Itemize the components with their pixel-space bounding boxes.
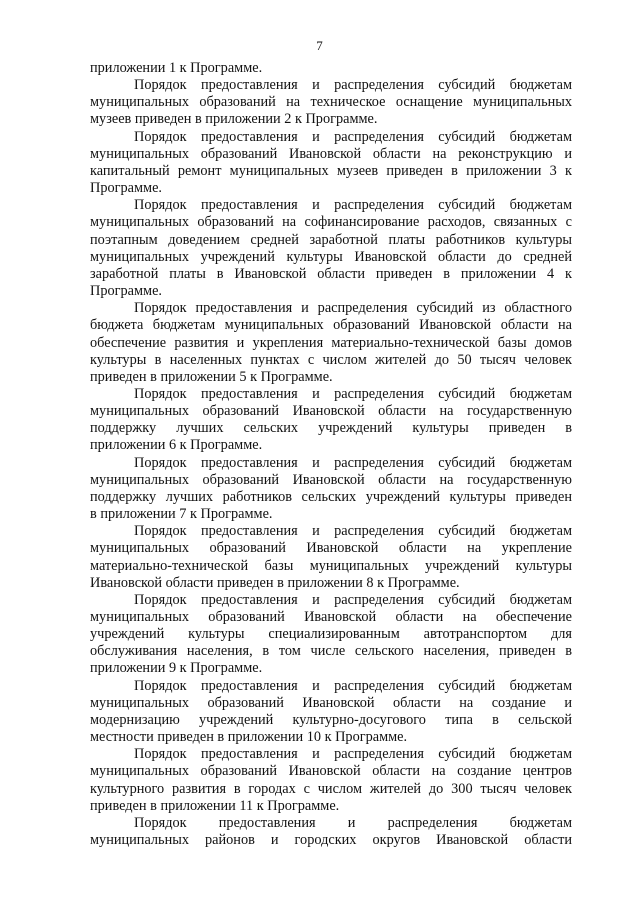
text-line: заработной платы в Ивановской области приведен в приложении 4 к: [90, 265, 572, 282]
paragraph: [90, 815, 572, 849]
text-line: Порядок предоставления и распределения бюджетам: [134, 814, 572, 831]
text-line: музеев приведен в приложении 2 к Программе.: [90, 111, 378, 128]
paragraph: [90, 77, 572, 128]
text-line: Порядок предоставления и распределения субсидий бюджетам: [134, 454, 572, 471]
text-line: муниципальных образований на софинансирование расходов, связанных с: [90, 214, 572, 231]
text-line: капитальный ремонт муниципальных музеев приведен в приложении 3 к: [90, 162, 572, 179]
text-line: Порядок предоставления и распределения субсидий бюджетам: [134, 677, 572, 694]
paragraph: [90, 60, 572, 77]
text-line: модернизацию учреждений культурно-досугового типа в сельской: [90, 711, 572, 728]
body-text: [90, 60, 572, 849]
text-line: бюджета бюджетам муниципальных образований Ивановской области на: [90, 317, 572, 334]
text-line: приложении 6 к Программе.: [90, 437, 263, 454]
paragraph: [90, 300, 572, 386]
text-line: муниципальных образований Ивановской области на государственную: [90, 471, 572, 488]
text-line: культуры в населенных пунктах с числом жителей до 50 тысяч человек: [90, 351, 572, 368]
text-line: муниципальных образований Ивановской области на создание и: [90, 694, 572, 711]
text-line: Порядок предоставления и распределения субсидий бюджетам: [134, 746, 572, 763]
text-line: Программе.: [90, 180, 162, 197]
text-line: Порядок предоставления и распределения субсидий из областного: [134, 300, 572, 317]
text-line: муниципальных образований Ивановской области на обеспечение: [90, 609, 572, 625]
text-line: приведен в приложении 5 к Программе.: [90, 368, 333, 385]
text-line: муниципальных образований Ивановской области на реконструкцию и: [90, 145, 572, 162]
text-line: учреждений культуры специализированным автотранспортом для: [90, 626, 572, 643]
text-line: муниципальных образований на техническое оснащение муниципальных: [90, 94, 572, 111]
text-line: приложении 9 к Программе.: [90, 660, 263, 677]
text-line: муниципальных образований Ивановской области на государственную: [90, 403, 572, 420]
text-line: местности приведен в приложении 10 к Программе.: [90, 729, 408, 746]
text-line: в приложении 7 к Программе.: [90, 506, 273, 523]
paragraph: [90, 455, 572, 524]
paragraph: [90, 746, 572, 815]
text-line: материально-технической базы муниципальных учреждений культуры: [90, 557, 572, 574]
paragraph: [90, 129, 572, 198]
text-line: муниципальных образований Ивановской области на укрепление: [90, 540, 572, 557]
paragraph: [90, 523, 572, 592]
text-line: приложении 1 к Программе.: [90, 60, 263, 76]
text-line: поэтапным доведением средней заработной платы работников культуры: [90, 231, 572, 248]
paragraph: [90, 197, 572, 300]
text-line: Порядок предоставления и распределения субсидий бюджетам: [134, 591, 572, 608]
text-line: муниципальных учреждений культуры Ивановской области до средней: [90, 248, 572, 265]
paragraph: [90, 592, 572, 678]
text-line: обслуживания населения, в том числе сельского населения, приведен в: [90, 643, 572, 660]
text-line: муниципальных районов и городских округов Ивановской области: [90, 832, 572, 849]
text-line: Порядок предоставления и распределения субсидий бюджетам: [134, 197, 572, 214]
paragraph: [90, 386, 572, 455]
text-line: Порядок предоставления и распределения субсидий бюджетам: [134, 523, 572, 540]
page-number: 7: [316, 38, 323, 53]
paragraph: [90, 678, 572, 747]
text-line: поддержку лучших работников сельских учреждений культуры приведен: [90, 488, 572, 505]
text-line: Программе.: [90, 283, 162, 300]
text-line: Порядок предоставления и распределения субсидий бюджетам: [134, 128, 572, 145]
text-line: поддержку лучших сельских учреждений культуры приведен в: [90, 420, 572, 437]
text-line: муниципальных образований Ивановской области на создание центров: [90, 763, 572, 780]
text-line: Порядок предоставления и распределения субсидий бюджетам: [134, 77, 572, 94]
text-line: приведен в приложении 11 к Программе.: [90, 797, 340, 814]
text-line: культурного развития в городах с числом жителей до 300 тысяч человек: [90, 780, 572, 797]
text-line: обеспечение развития и укрепления материально-технической базы домов: [90, 334, 572, 351]
text-line: Ивановской области приведен в приложении 8 к Программе.: [90, 574, 460, 591]
text-line: Порядок предоставления и распределения субсидий бюджетам: [134, 385, 572, 402]
